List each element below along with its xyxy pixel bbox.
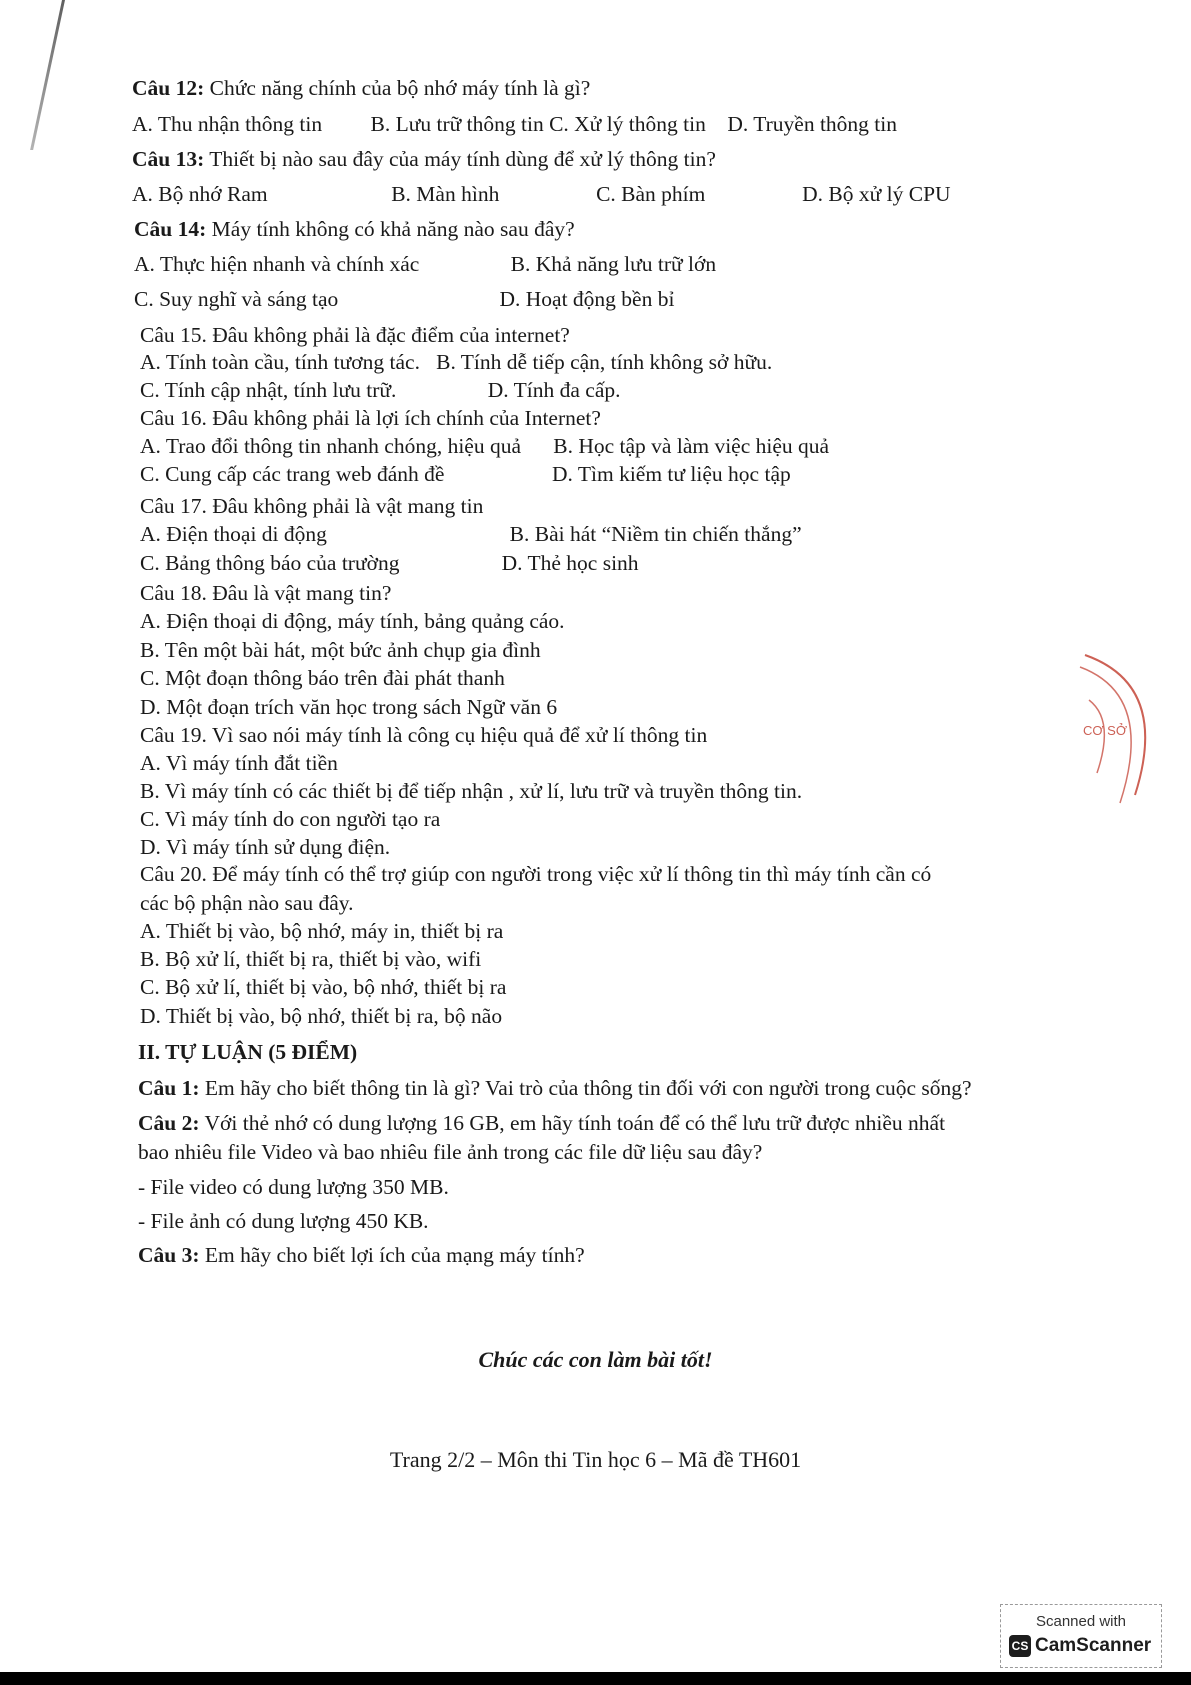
question-14-options-ab: A. Thực hiện nhanh và chính xác B. Khả năng lưu trữ lớn [134,252,717,276]
essay-question-1: Câu 1: Em hãy cho biết thông tin là gì? Vai trò của thông tin đối với con người trong cuộc sống? [138,1076,972,1100]
question-14-title: Câu 14: Máy tính không có khả năng nào sau đây? [134,217,575,241]
question-17-options-cd: C. Bảng thông báo của trường D. Thẻ học sinh [140,551,639,575]
essay-question-2: Câu 2: Với thẻ nhớ có dung lượng 16 GB, em hãy tính toán để có thể lưu trữ được nhiều nhất [138,1111,946,1135]
page-footer: Trang 2/2 – Môn thi Tin học 6 – Mã đề TH601 [389,1447,802,1472]
question-20-title: Câu 20. Để máy tính có thể trợ giúp con người trong việc xử lí thông tin thì máy tính cần có [140,862,932,886]
question-13-title: Câu 13: Thiết bị nào sau đây của máy tính dùng để xử lý thông tin? [132,147,716,171]
question-20-title-cont: các bộ phận nào sau đây. [140,891,354,915]
essay-section-heading: II. TỰ LUẬN (5 ĐIỂM) [138,1040,358,1064]
question-19-option-c: C. Vì máy tính do con người tạo ra [140,807,441,831]
watermark-brand-row [1009,1635,1151,1657]
stamp-text: CƠ SỞ [1083,723,1127,738]
essay-question-3: Câu 3: Em hãy cho biết lợi ích của mạng máy tính? [138,1243,585,1267]
question-20-option-d: D. Thiết bị vào, bộ nhớ, thiết bị ra, bộ não [140,1004,503,1028]
essay-question-2-cont: bao nhiêu file Video và bao nhiêu file ảnh trong các file dữ liệu sau đây? [138,1140,763,1164]
question-16-title: Câu 16. Đâu không phải là lợi ích chính của Internet? [140,406,601,430]
question-19-option-b: B. Vì máy tính có các thiết bị để tiếp nhận , xử lí, lưu trữ và truyền thông tin. [140,779,803,803]
question-18-option-c: C. Một đoạn thông báo trên đài phát thanh [140,666,505,690]
school-stamp [1075,645,1191,810]
question-12-options: A. Thu nhận thông tin B. Lưu trữ thông tin C. Xử lý thông tin D. Truyền thông tin [132,112,897,136]
question-16-options-ab: A. Trao đổi thông tin nhanh chóng, hiệu quả B. Học tập và làm việc hiệu quả [140,434,830,458]
question-18-option-d: D. Một đoạn trích văn học trong sách Ngữ văn 6 [140,695,558,719]
question-12-title: Câu 12: Chức năng chính của bộ nhớ máy tính là gì? [132,76,591,100]
question-20-option-a: A. Thiết bị vào, bộ nhớ, máy in, thiết bị ra [140,919,504,943]
question-15-title: Câu 15. Đâu không phải là đặc điểm của internet? [140,323,570,347]
essay-item-video: - File video có dung lượng 350 MB. [138,1175,449,1199]
question-17-title: Câu 17. Đâu không phải là vật mang tin [140,494,484,518]
question-16-options-cd: C. Cung cấp các trang web đánh đề D. Tìm kiếm tư liệu học tập [140,462,791,486]
question-18-option-b: B. Tên một bài hát, một bức ảnh chụp gia đình [140,638,541,662]
question-18-option-a: A. Điện thoại di động, máy tính, bảng quảng cáo. [140,609,565,633]
question-15-options-cd: C. Tính cập nhật, tính lưu trữ. D. Tính đa cấp. [140,378,621,402]
camscanner-icon: CS [1009,1635,1031,1657]
camscanner-watermark [1000,1604,1162,1668]
question-19-option-d: D. Vì máy tính sử dụng điện. [140,835,391,859]
watermark-brand: CamScanner [1035,1635,1152,1656]
question-20-option-c: C. Bộ xử lí, thiết bị vào, bộ nhớ, thiết bị ra [140,975,507,999]
question-19-option-a: A. Vì máy tính đắt tiền [140,751,338,775]
question-18-title: Câu 18. Đâu là vật mang tin? [140,581,392,605]
question-13-options: A. Bộ nhớ Ram B. Màn hình C. Bàn phím D. Bộ xử lý CPU [132,182,951,206]
question-20-option-b: B. Bộ xử lí, thiết bị ra, thiết bị vào, wifi [140,947,482,971]
watermark-caption: Scanned with [1035,1613,1127,1630]
question-19-title: Câu 19. Vì sao nói máy tính là công cụ hiệu quả để xử lí thông tin [140,723,708,747]
essay-item-image: - File ảnh có dung lượng 450 KB. [138,1209,429,1233]
question-15-options-ab: A. Tính toàn cầu, tính tương tác. B. Tính dễ tiếp cận, tính không sở hữu. [140,350,773,374]
question-17-options-ab: A. Điện thoại di động B. Bài hát “Niềm tin chiến thắng” [140,522,802,546]
scan-bottom-border [0,1672,1191,1685]
closing-message: Chúc các con làm bài tốt! [478,1347,713,1372]
question-14-options-cd: C. Suy nghĩ và sáng tạo D. Hoạt động bền bỉ [134,287,675,311]
